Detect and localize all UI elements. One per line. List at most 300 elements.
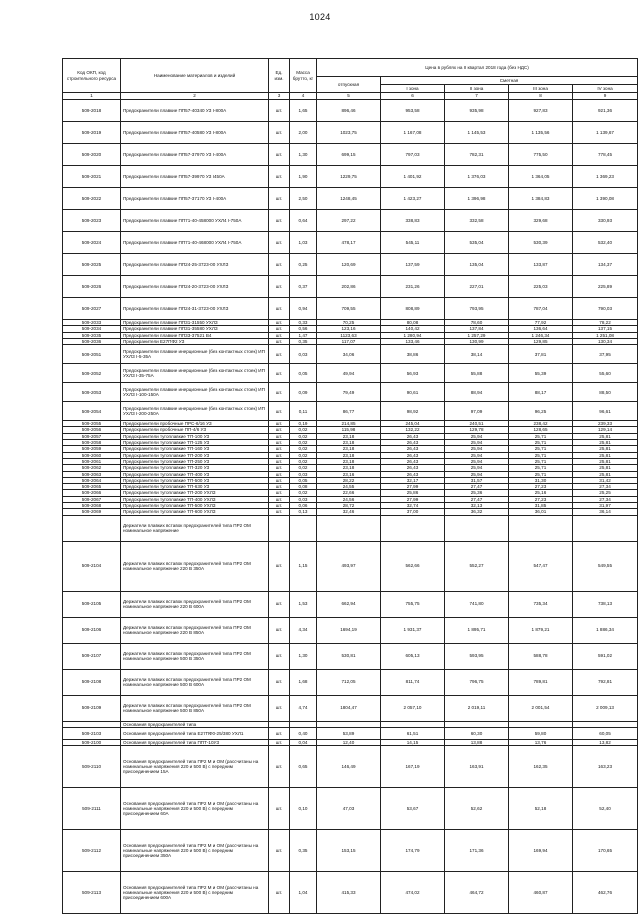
cell-price-zone-1: 1 401,92 [381,166,445,188]
cell-price-factory: 23,18 [317,452,381,458]
cell-price-zone-2: 793,95 [445,298,509,320]
cell-name: Основания предохранителей типа Е27ПФ0-25/380 УХЛ1 [121,727,269,739]
cell-mass: 0,37 [290,276,317,298]
cell-code: 509-2033 [63,320,121,326]
cell-price-factory: 709,55 [317,298,381,320]
cell-unit: шт. [269,496,290,502]
cell-price-zone-3: 88,17 [509,383,573,402]
table-row [63,727,638,739]
cell-price-zone-2: 1 257,29 [445,332,509,338]
cell-code: 509-2056 [63,427,121,433]
cell-name: Предохранители плавкие ПП57-40580 УЗ I-800А [121,122,269,144]
table-row [63,383,638,402]
cell-price-zone-3: 25,16 [509,490,573,496]
cell-mass: 2,50 [290,188,317,210]
cell-price-zone-2: 1 895,71 [445,617,509,643]
cell-price-zone-3: 36,01 [509,509,573,515]
cell-price-factory: 478,17 [317,232,381,254]
cell-price-zone-4: 36,14 [573,509,638,515]
cell-code: 509-2112 [63,830,121,872]
cell-price-zone-2: 464,72 [445,872,509,914]
cell-mass: 0,04 [290,739,317,745]
cell-price-zone-1: 25,86 [381,490,445,496]
table-row [63,144,638,166]
table-row [63,541,638,591]
cell-mass: 2,00 [290,122,317,144]
cell-price-factory: 699,15 [317,144,381,166]
cell-price-zone-1: 98,92 [381,402,445,421]
cell-code: 509-2022 [63,188,121,210]
cell-price-factory: 23,18 [317,465,381,471]
cell-price-zone-3: 136,64 [509,326,573,332]
cell-mass: 0,10 [290,788,317,830]
cell-code: 509-2109 [63,695,121,721]
cell-unit: шт. [269,345,290,364]
cell-price-factory: 23,16 [317,471,381,477]
table-body [63,100,638,914]
cell-price-zone-1: 2 057,10 [381,695,445,721]
cell-price-zone-4: 225,89 [573,276,638,298]
cell-mass: 0,03 [290,471,317,477]
column-index-cell: 2 [121,93,269,100]
cell-price-zone-4: 55,60 [573,364,638,383]
cell-price-zone-4: 31,42 [573,477,638,483]
cell-price-factory: 49,94 [317,364,381,383]
cell-name: Предохранители плавкие ПП33-37521 В4 [121,332,269,338]
cell-unit: шт. [269,427,290,433]
cell-price-zone-1: 811,74 [381,669,445,695]
cell-mass: 1,68 [290,669,317,695]
cell-price-zone-1: 37,00 [381,509,445,515]
cell-price-zone-4: 137,15 [573,326,638,332]
cell-mass: 0,02 [290,446,317,452]
header-code: Код ОКП, код строительного ресурса [63,59,121,93]
cell-price-zone-1: 90,61 [381,383,445,402]
cell-price-zone-3: 37,81 [509,345,573,364]
cell-price-zone-3: 25,71 [509,446,573,452]
cell-price-zone-4: 25,81 [573,452,638,458]
cell-mass: 1,03 [290,232,317,254]
price-table [62,58,638,914]
cell-mass: 0,65 [290,746,317,788]
cell-price-zone-4: 778,45 [573,144,638,166]
cell-price-zone-4: 134,37 [573,254,638,276]
cell-unit: шт. [269,166,290,188]
cell-name: Основания предохранителей типа ПР2 М и ОМ (рассчитаны на номинальные напряжения 220 и 500 В) с передним присоединением 350А [121,830,269,872]
cell-name: Держатели плавких вставок предохранителей типа ПР2 ОМ номинальное напряжение 220 В 600А [121,591,269,617]
cell-price-factory: 662,94 [317,591,381,617]
cell-mass: 0,02 [290,452,317,458]
cell-price-zone-1: 545,11 [381,232,445,254]
cell-price-zone-3: 52,18 [509,788,573,830]
cell-price-zone-2: 97,09 [445,402,509,421]
cell-name: Предохранители тугоплавкие ТП-600 УХЛЗ [121,509,269,515]
cell-price-factory: 23,18 [317,446,381,452]
cell-price-zone-4: 60,05 [573,727,638,739]
cell-name: Предохранители пробочные ПРС-6/16 УЗ [121,421,269,427]
cell-unit: шт. [269,591,290,617]
cell-price-zone-3: 25,71 [509,440,573,446]
cell-mass: 1,65 [290,100,317,122]
cell-price-zone-2: 78,60 [445,320,509,326]
cell-price-zone-4: 31,97 [573,503,638,509]
cell-price-zone-4: 1 251,08 [573,332,638,338]
cell-name: Предохранители плавкие инерционные (без контактных стоек) ИП УХЛЗ I-5-35А [121,345,269,364]
cell-price-zone-4: 1 369,23 [573,166,638,188]
cell-price-zone-1: 1 167,08 [381,122,445,144]
cell-code: 509-2024 [63,232,121,254]
cell-price-zone-3: 31,30 [509,477,573,483]
cell-price-zone-1: 1 280,94 [381,332,445,338]
cell-unit: шт. [269,872,290,914]
header-factory-price: отпускная [317,77,381,93]
cell-unit: шт. [269,421,290,427]
cell-mass: 1,90 [290,166,317,188]
cell-mass: 1,30 [290,144,317,166]
cell-price-zone-2: 25,94 [445,458,509,464]
cell-unit: шт. [269,490,290,496]
cell-name: Предохранители тугоплавкие ТП-100 УЗ [121,433,269,439]
cell-name: Держатели плавких вставок предохранителей типа ПР2 ОМ номинальное напряжение 500 В 350А [121,643,269,669]
cell-price-factory: 117,07 [317,338,381,344]
cell-price-factory: 415,33 [317,872,381,914]
cell-price-zone-2: 88,94 [445,383,509,402]
cell-mass: 4,34 [290,617,317,643]
cell-name: Держатели плавких вставок предохранителей типа ПР2 ОМ номинальное напряжение 220 В 350А [121,541,269,591]
cell-price-zone-2: 25,94 [445,446,509,452]
cell-price-zone-3: 169,94 [509,830,573,872]
table-row [63,100,638,122]
cell-unit: шт. [269,465,290,471]
cell-unit: шт. [269,383,290,402]
cell-code: 509-2051 [63,345,121,364]
table-row [63,643,638,669]
cell-price-zone-1 [381,515,445,541]
cell-unit: шт. [269,254,290,276]
header-name: Наименование материалов и изделий [121,59,269,93]
cell-code: 509-2111 [63,788,121,830]
cell-code: 509-2103 [63,727,121,739]
cell-unit: шт. [269,144,290,166]
cell-price-zone-4: 163,23 [573,746,638,788]
cell-unit: шт. [269,232,290,254]
cell-price-zone-2: 332,58 [445,210,509,232]
cell-name: Предохранители тугоплавкие ТП-125 УЗ [121,440,269,446]
cell-price-zone-3: 460,87 [509,872,573,914]
header-zone-2: II зона [445,85,509,93]
cell-price-zone-1: 26,43 [381,471,445,477]
table-row [63,402,638,421]
cell-price-zone-4: 239,33 [573,421,638,427]
cell-unit [269,515,290,541]
cell-price-zone-1: 562,66 [381,541,445,591]
cell-unit: шт. [269,446,290,452]
cell-price-zone-3: 547,47 [509,541,573,591]
cell-price-zone-2: 25,94 [445,433,509,439]
cell-price-factory: 12,40 [317,739,381,745]
cell-price-factory: 28,72 [317,503,381,509]
cell-price-zone-4: 1 139,67 [573,122,638,144]
cell-price-zone-3: 129,85 [509,338,573,344]
cell-code: 509-2065 [63,484,121,490]
cell-price-zone-2: 25,36 [445,490,509,496]
cell-price-zone-1: 231,26 [381,276,445,298]
cell-price-zone-2: 25,94 [445,440,509,446]
cell-code: 509-2106 [63,617,121,643]
cell-price-zone-4: 25,25 [573,490,638,496]
cell-name: Предохранители Е27ПФ2 УЗ [121,338,269,344]
header-zone-4: IV зона [573,85,638,93]
column-index-cell: 7 [445,93,509,100]
cell-price-zone-1: 137,59 [381,254,445,276]
cell-unit: шт. [269,643,290,669]
cell-price-zone-1: 56,93 [381,364,445,383]
cell-price-factory: 32,46 [317,509,381,515]
cell-mass: 0,02 [290,433,317,439]
cell-name: Основания предохранителей типа ПР2 М и ОМ (рассчитаны на номинальные напряжения 220 и 500 В) с передним присоединением 60А [121,788,269,830]
cell-price-zone-4: 25,81 [573,471,638,477]
cell-price-factory: 1248,45 [317,188,381,210]
table-row [63,298,638,320]
cell-unit: шт. [269,338,290,344]
cell-price-zone-3: 238,42 [509,421,573,427]
cell-name: Основания предохранителей типа ПР2 М и ОМ (рассчитаны на номинальные напряжения 220 и 500 В) с передним присоединением 600А [121,872,269,914]
cell-code: 509-2021 [63,166,121,188]
cell-name: Предохранители плавкие инерционные (без контактных стоек) ИП УХЛЗ I-200-250А [121,402,269,421]
cell-mass: 0,02 [290,490,317,496]
cell-price-factory: 1123,63 [317,332,381,338]
cell-price-zone-1: 474,02 [381,872,445,914]
cell-name: Предохранители плавкие ПП57-37970 УЗ I-400А [121,144,269,166]
cell-price-zone-3: 1 246,34 [509,332,573,338]
cell-price-factory: 297,22 [317,210,381,232]
cell-price-zone-1: 14,15 [381,739,445,745]
cell-code: 509-2104 [63,541,121,591]
cell-price-factory: 24,56 [317,496,381,502]
cell-price-zone-4: 330,93 [573,210,638,232]
cell-unit: шт. [269,509,290,515]
cell-code: 509-2036 [63,338,121,344]
cell-price-zone-2: 535,04 [445,232,509,254]
table-row [63,669,638,695]
cell-mass: 4,74 [290,695,317,721]
cell-name: Предохранители тугоплавкие ТП-250 УЗ [121,458,269,464]
cell-name: Предохранители тугоплавкие ТП-200 УЗ [121,452,269,458]
cell-price-zone-4: 2 009,13 [573,695,638,721]
cell-price-factory: 1694,19 [317,617,381,643]
cell-code: 509-2057 [63,433,121,439]
cell-price-zone-3: 31,85 [509,503,573,509]
table-row [63,617,638,643]
cell-mass: 0,02 [290,427,317,433]
table-row [63,254,638,276]
cell-price-zone-1: 808,89 [381,298,445,320]
cell-code: 509-2055 [63,421,121,427]
table-header [63,59,638,100]
table-row [63,166,638,188]
cell-price-zone-4: 549,55 [573,541,638,591]
cell-price-factory: 1229,75 [317,166,381,188]
cell-code: 509-2025 [63,254,121,276]
cell-price-zone-2: 27,47 [445,484,509,490]
cell-name: Предохранители тугоплавкие ТП-630 УЗ [121,484,269,490]
cell-price-zone-1: 245,04 [381,421,445,427]
cell-price-zone-1: 26,43 [381,433,445,439]
cell-price-factory: 23,18 [317,440,381,446]
cell-price-zone-4: 25,81 [573,446,638,452]
cell-code: 509-2113 [63,872,121,914]
cell-price-zone-4: 25,81 [573,440,638,446]
cell-name: Предохранители пробочные ПП-4/6 УЗ [121,427,269,433]
cell-price-zone-4: 25,81 [573,458,638,464]
cell-price-zone-2: 55,88 [445,364,509,383]
cell-unit: шт. [269,440,290,446]
cell-price-zone-2: 129,78 [445,427,509,433]
cell-price-zone-4: 462,76 [573,872,638,914]
cell-price-factory: 28,22 [317,477,381,483]
cell-price-zone-1: 140,42 [381,326,445,332]
cell-code: 509-2066 [63,490,121,496]
cell-unit: шт. [269,739,290,745]
cell-price-zone-1: 61,51 [381,727,445,739]
cell-price-zone-2: 552,27 [445,541,509,591]
cell-price-zone-3: 789,81 [509,669,573,695]
cell-price-zone-2: 31,57 [445,477,509,483]
cell-code: 509-2052 [63,364,121,383]
cell-unit: шт. [269,617,290,643]
cell-price-zone-3: 1 879,21 [509,617,573,643]
cell-unit: шт. [269,503,290,509]
header-price-group: Цена в рублях на II квартал 2018 года (без НДС) [317,59,638,77]
cell-price-zone-3: 927,83 [509,100,573,122]
cell-code: 509-2068 [63,503,121,509]
cell-name: Предохранители плавкие ПП31-35580 УХЛЗ [121,326,269,332]
cell-unit: шт. [269,433,290,439]
cell-price-zone-1: 53,67 [381,788,445,830]
cell-code: 509-2062 [63,465,121,471]
cell-price-factory: 1023,75 [317,122,381,144]
cell-price-zone-3: 787,04 [509,298,573,320]
cell-price-zone-3: 55,39 [509,364,573,383]
cell-price-zone-3: 27,23 [509,484,573,490]
cell-price-zone-2: 27,47 [445,496,509,502]
cell-price-zone-2: 38,14 [445,345,509,364]
cell-price-factory: 493,97 [317,541,381,591]
cell-price-zone-2: 32,13 [445,503,509,509]
cell-mass: 1,15 [290,541,317,591]
cell-code: 509-2061 [63,458,121,464]
header-zone-1: I зона [381,85,445,93]
cell-price-factory: 153,15 [317,830,381,872]
cell-unit: шт. [269,830,290,872]
column-index-cell: 8 [509,93,573,100]
cell-unit: шт. [269,364,290,383]
cell-unit: шт. [269,458,290,464]
cell-price-zone-4: 790,03 [573,298,638,320]
cell-name: Держатели плавких вставок предохранителей типа ПР2 ОМ номинальное напряжение 500 В 850А [121,695,269,721]
cell-price-factory: 896,46 [317,100,381,122]
cell-price-zone-1: 167,19 [381,746,445,788]
cell-name: Держатели плавких вставок предохранителей типа ПР2 ОМ номинальное напряжение [121,515,269,541]
cell-price-zone-2: 935,98 [445,100,509,122]
cell-code: 509-2059 [63,446,121,452]
cell-price-zone-2: 593,95 [445,643,509,669]
cell-price-zone-1: 27,99 [381,496,445,502]
cell-name: Держатели плавких вставок предохранителей типа ПР2 ОМ номинальное напряжение 500 В 600А [121,669,269,695]
cell-name: Предохранители тугоплавкие ТП-500 УХЛЗ [121,503,269,509]
header-mass: Масса брутто, кг [290,59,317,93]
column-index-cell: 5 [317,93,381,100]
cell-price-zone-2: 25,94 [445,465,509,471]
cell-price-zone-1: 174,79 [381,830,445,872]
cell-price-zone-3 [509,515,573,541]
cell-unit: шт. [269,332,290,338]
cell-mass: 0,09 [290,383,317,402]
cell-price-factory: 86,77 [317,402,381,421]
cell-name: Предохранители плавкие ПП57-40340 УЗ I-800А [121,100,269,122]
cell-price-zone-2: 13,88 [445,739,509,745]
cell-code: 509-2110 [63,746,121,788]
cell-price-zone-2: 137,84 [445,326,509,332]
header-unit: Ед. изм. [269,59,290,93]
cell-price-zone-1: 1 931,37 [381,617,445,643]
cell-price-zone-1: 338,83 [381,210,445,232]
cell-price-zone-4: 13,82 [573,739,638,745]
cell-mass: 1,47 [290,332,317,338]
cell-price-zone-4: 96,61 [573,402,638,421]
cell-mass: 0,11 [290,402,317,421]
cell-price-zone-3: 25,71 [509,452,573,458]
cell-price-zone-2: 1 145,53 [445,122,509,144]
cell-code: 509-2027 [63,298,121,320]
cell-price-zone-3: 329,68 [509,210,573,232]
cell-price-zone-1: 605,13 [381,643,445,669]
cell-name: Предохранители тугоплавкие ТП-320 УЗ [121,465,269,471]
cell-price-zone-2 [445,515,509,541]
cell-price-zone-4: 88,50 [573,383,638,402]
cell-price-zone-2: 25,94 [445,471,509,477]
cell-unit: шт. [269,122,290,144]
cell-mass: 0,56 [290,326,317,332]
cell-unit: шт. [269,452,290,458]
cell-unit: шт. [269,695,290,721]
cell-price-zone-3: 775,50 [509,144,573,166]
table-row [63,746,638,788]
cell-price-zone-2: 227,01 [445,276,509,298]
cell-price-zone-1: 80,08 [381,320,445,326]
cell-mass: 1,53 [290,591,317,617]
cell-mass: 0,02 [290,465,317,471]
cell-mass: 0,13 [290,509,317,515]
cell-mass: 0,19 [290,421,317,427]
cell-price-zone-1: 26,43 [381,440,445,446]
cell-price-zone-3: 25,71 [509,471,573,477]
cell-name: Предохранители плавкие ПП57-37170 УЗ I-400А [121,188,269,210]
cell-price-factory: 53,89 [317,727,381,739]
cell-unit: шт. [269,320,290,326]
cell-price-zone-2: 796,75 [445,669,509,695]
cell-price-factory: 22,66 [317,490,381,496]
cell-price-factory: 1804,47 [317,695,381,721]
cell-mass: 1,30 [290,643,317,669]
cell-price-zone-1: 26,43 [381,452,445,458]
cell-unit: шт. [269,727,290,739]
cell-name: Предохранители тугоплавкие ТП-200 УХЛЗ [121,490,269,496]
cell-code: 509-2108 [63,669,121,695]
cell-price-zone-3: 735,34 [509,591,573,617]
cell-name: Предохранители плавкие ПП71-40-458000 УХЛ4 I-750А [121,210,269,232]
cell-code: 509-2026 [63,276,121,298]
